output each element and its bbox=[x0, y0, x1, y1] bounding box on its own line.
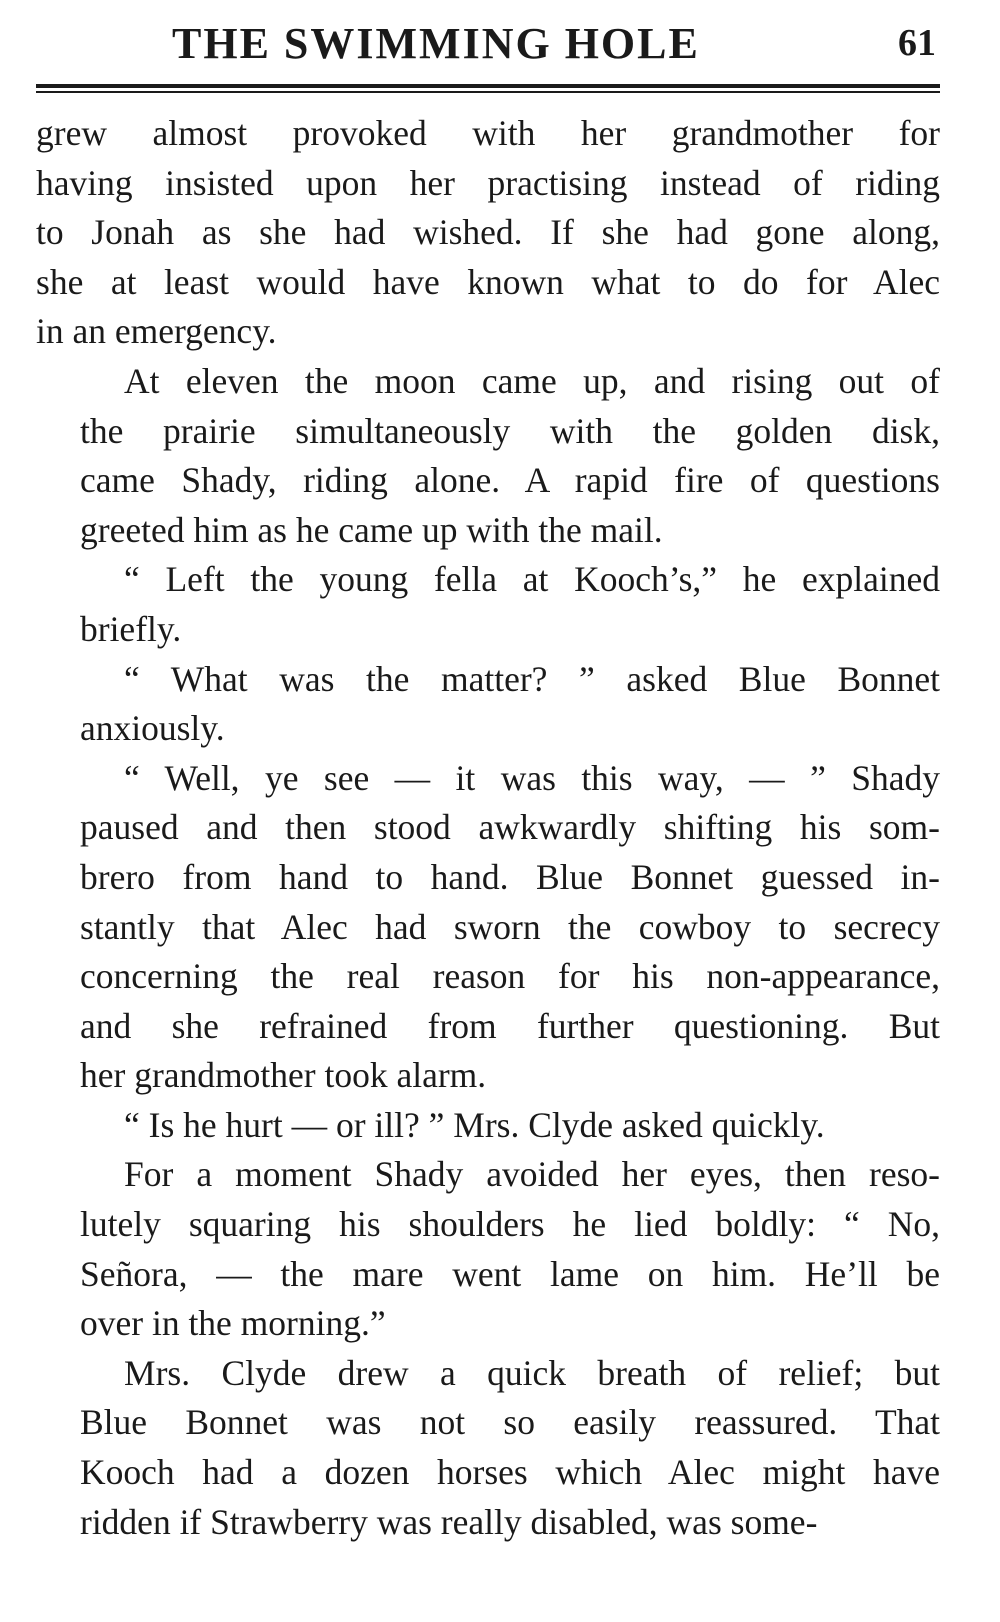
text-line: paused and then stood awkwardly shifting his som- bbox=[80, 807, 940, 848]
paragraph bbox=[36, 754, 940, 1101]
text-line: For a moment Shady avoided her eyes, then reso- bbox=[124, 1154, 940, 1195]
book-page bbox=[36, 18, 940, 1547]
text-line: having insisted upon her practising instead of riding bbox=[36, 162, 940, 203]
page-number: 61 bbox=[898, 22, 936, 64]
paragraph bbox=[36, 357, 940, 555]
text-line: greeted him as he came up with the mail. bbox=[80, 509, 663, 550]
paragraph bbox=[36, 1349, 940, 1547]
text-line: lutely squaring his shoulders he lied boldly: “ No, bbox=[80, 1204, 940, 1245]
header-rule-thin bbox=[36, 91, 940, 93]
text-line: “ Well, ye see — it was this way, — ” Shady bbox=[124, 757, 940, 798]
running-head bbox=[36, 18, 940, 78]
chapter-title: THE SWIMMING HOLE bbox=[172, 19, 700, 68]
text-line: stantly that Alec had sworn the cowboy to secrecy bbox=[80, 906, 940, 947]
text-line: grew almost provoked with her grandmother for bbox=[36, 113, 940, 153]
text-line: “ Left the young fella at Kooch’s,” he explained bbox=[124, 559, 940, 600]
text-line: in an emergency. bbox=[36, 311, 277, 352]
paragraph bbox=[36, 655, 940, 754]
text-line: Kooch had a dozen horses which Alec might have bbox=[80, 1452, 940, 1493]
text-line: Blue Bonnet was not so easily reassured. That bbox=[80, 1402, 940, 1443]
text-line: her grandmother took alarm. bbox=[80, 1055, 487, 1096]
text-line: anxiously. bbox=[80, 708, 225, 749]
paragraph bbox=[36, 555, 940, 654]
text-line: over in the morning.” bbox=[80, 1303, 386, 1344]
header-rule-thick bbox=[36, 84, 940, 88]
text-line: the prairie simultaneously with the golden disk, bbox=[80, 410, 940, 451]
text-line: came Shady, riding alone. A rapid fire of questions bbox=[80, 460, 940, 501]
text-line: and she refrained from further questioning. But bbox=[80, 1005, 940, 1046]
text-line: Mrs. Clyde drew a quick breath of relief; but bbox=[124, 1352, 940, 1393]
text-line: “ What was the matter? ” asked Blue Bonnet bbox=[124, 658, 940, 699]
text-line: ridden if Strawberry was really disabled, was some- bbox=[80, 1501, 818, 1542]
paragraph bbox=[36, 109, 940, 357]
text-line: At eleven the moon came up, and rising out of bbox=[124, 360, 940, 401]
paragraph bbox=[36, 1150, 940, 1348]
text-line: concerning the real reason for his non-appearance, bbox=[80, 956, 940, 997]
body-text bbox=[36, 109, 940, 1547]
text-line: to Jonah as she had wished. If she had gone along, bbox=[36, 212, 940, 253]
paragraph bbox=[36, 1101, 940, 1151]
text-line: briefly. bbox=[80, 608, 182, 649]
text-line: she at least would have known what to do for Alec bbox=[36, 261, 940, 302]
text-line: Señora, — the mare went lame on him. He’ll be bbox=[80, 1253, 940, 1294]
text-line: “ Is he hurt — or ill? ” Mrs. Clyde asked quickly. bbox=[124, 1104, 825, 1145]
text-line: brero from hand to hand. Blue Bonnet guessed in- bbox=[80, 856, 940, 897]
